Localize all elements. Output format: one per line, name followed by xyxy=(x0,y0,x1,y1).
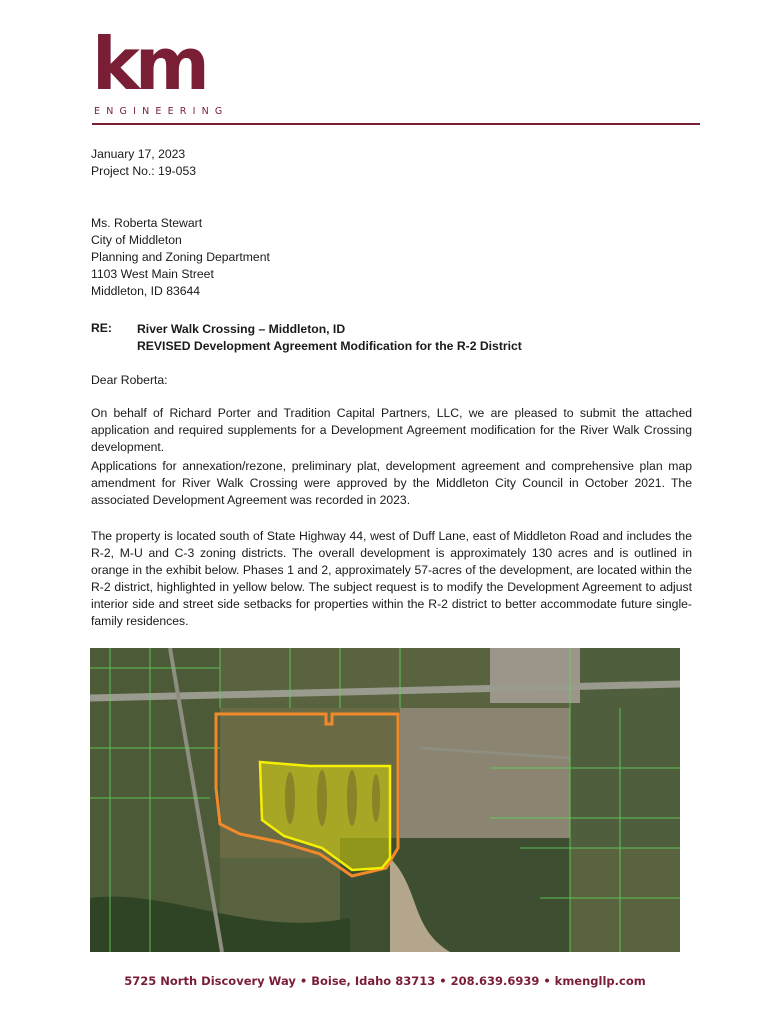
company-logo xyxy=(92,22,229,120)
aerial-image xyxy=(90,648,680,952)
site-exhibit-map xyxy=(90,648,680,952)
logo-wordmark: km xyxy=(92,22,205,106)
project-number: Project No.: 19-053 xyxy=(91,164,197,178)
paragraph-3: The property is located south of State Highway 44, west of Duff Lane, east of Middleton Road and includes the R-2, M-U and C-3 zoning districts. The overall development is approximately 130 acres and is outlined in orange in the exhibit below. Phases 1 and 2, approximately 57-acres of the development, are located within the R-2 district, highlighted in yellow below. The subject request is to modify the Development Agreement to adjust interior side and street side setbacks for properties within the R-2 district to better accommodate future single-family residences. xyxy=(91,529,692,628)
re-subject xyxy=(137,321,522,355)
footer-contact: 5725 North Discovery Way • Boise, Idaho 83713 • 208.639.6939 • kmengllp.com xyxy=(124,974,646,988)
recipient-dept: Planning and Zoning Department xyxy=(91,250,270,264)
re-line-2: REVISED Development Agreement Modification for the R-2 District xyxy=(137,339,522,353)
header-rule xyxy=(92,123,700,125)
re-label: RE: xyxy=(91,321,112,335)
paragraph-1: On behalf of Richard Porter and Tradition Capital Partners, LLC, we are pleased to submit the attached application and required supplements for a Development Agreement modification for the River Walk Crossing development. xyxy=(91,406,692,454)
recipient-name: Ms. Roberta Stewart xyxy=(91,216,203,230)
recipient-org: City of Middleton xyxy=(91,233,182,247)
salutation: Dear Roberta: xyxy=(91,373,168,387)
recipient-street: 1103 West Main Street xyxy=(91,267,214,281)
paragraph-2: Applications for annexation/rezone, preliminary plat, development agreement and comprehensive plan map amendment for River Walk Crossing were approved by the Middleton City Council in October 2021. The associated Development Agreement was recorded in 2023. xyxy=(91,459,692,507)
logo-subtitle: ENGINEERING xyxy=(94,106,229,117)
re-line-1: River Walk Crossing – Middleton, ID xyxy=(137,322,346,336)
letter-date: January 17, 2023 xyxy=(91,147,186,161)
recipient-city: Middleton, ID 83644 xyxy=(91,284,201,298)
